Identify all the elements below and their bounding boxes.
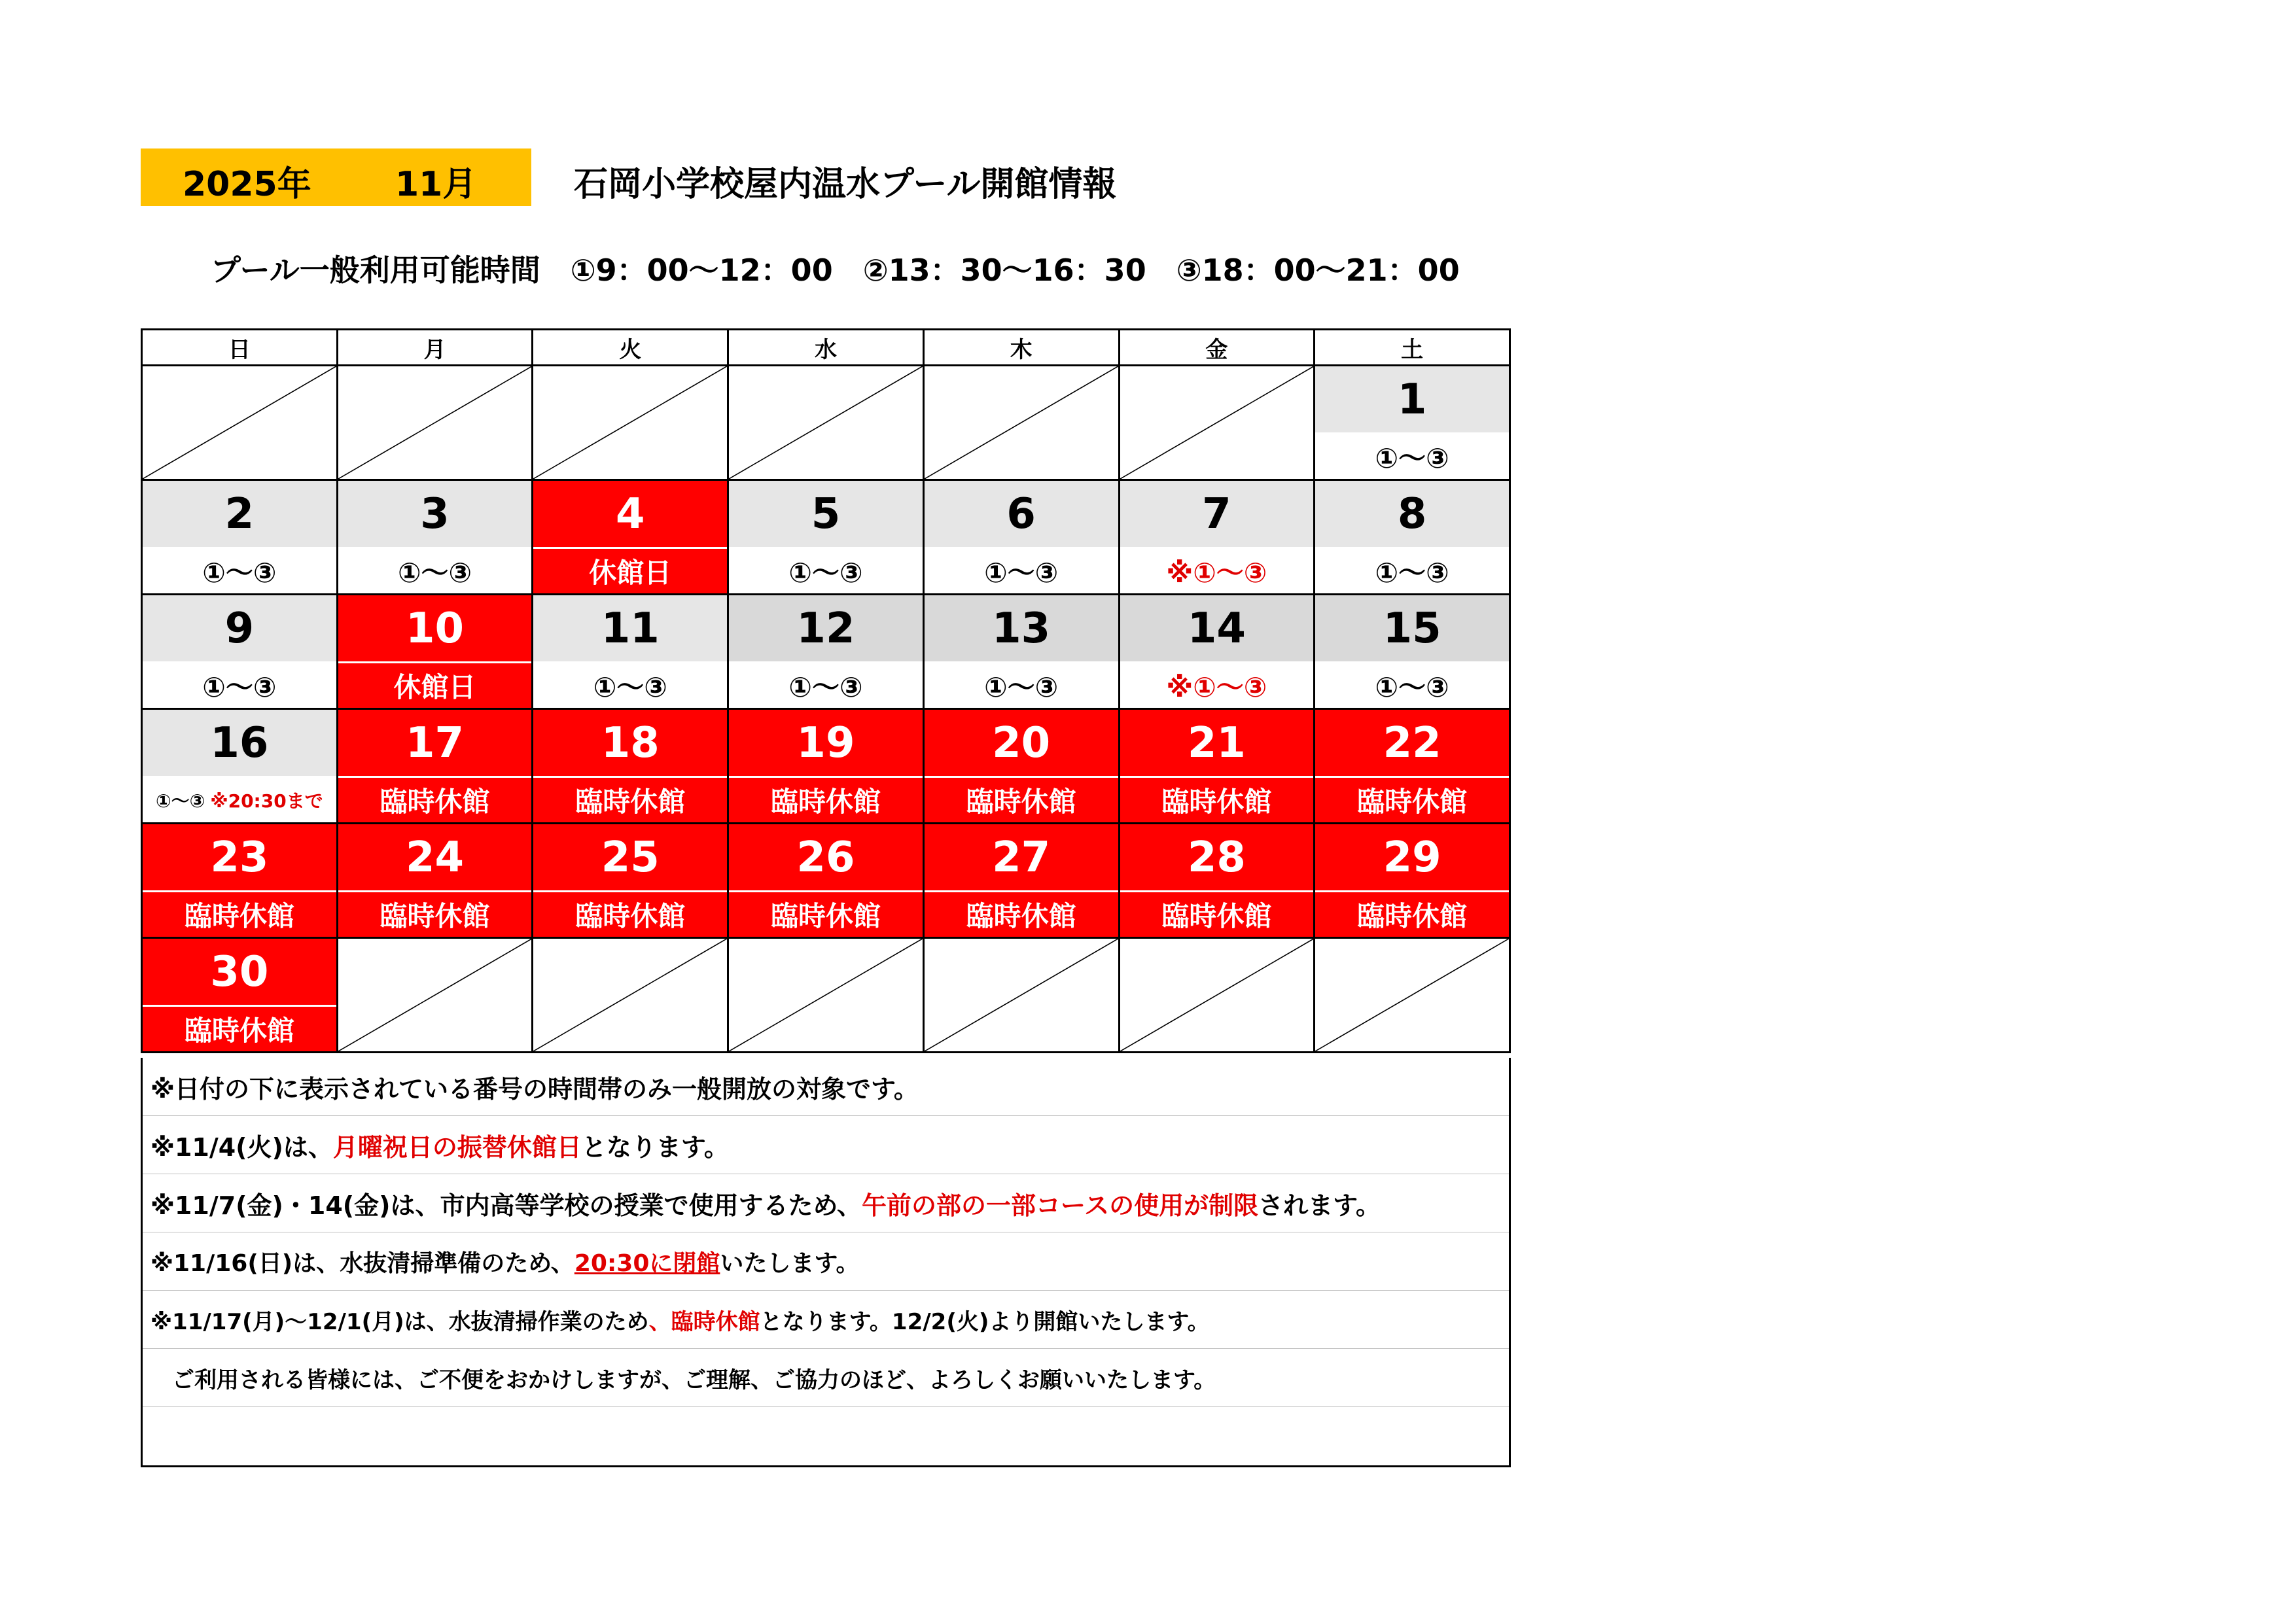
- calendar-week-row: [142, 709, 1510, 824]
- day-number: 19: [729, 710, 923, 776]
- day-status: [729, 776, 923, 822]
- weekday-thu: 木: [923, 330, 1119, 366]
- weekday-tue: 火: [533, 330, 728, 366]
- empty-slash: [338, 939, 532, 1051]
- day-cell: [728, 480, 924, 595]
- note-text: ご利用される皆様には、ご不便をおかけしますが、ご理解、ご協力のほど、よろしくお願いいたします。: [172, 1367, 1216, 1393]
- day-cell-content: [729, 710, 923, 822]
- day-number: 29: [1315, 824, 1509, 890]
- status-text: ①～③: [397, 556, 472, 589]
- day-number: 23: [143, 824, 336, 890]
- calendar-week-row: [142, 938, 1510, 1053]
- status-text: 臨時休館: [575, 900, 686, 932]
- status-text: ①～③: [984, 671, 1059, 703]
- day-number: 17: [338, 710, 532, 776]
- day-status: [533, 661, 727, 708]
- day-number: 26: [729, 824, 923, 890]
- empty-slash: [338, 366, 532, 479]
- status-text: ①～③: [1375, 556, 1449, 589]
- day-cell: [1315, 366, 1510, 480]
- weekday-sat: 土: [1315, 330, 1510, 366]
- day-cell-content: [1315, 595, 1509, 708]
- note-highlight: 20:30に閉館: [574, 1249, 720, 1277]
- empty-slash: [729, 939, 923, 1051]
- note-text: ※11/7(金)・14(金)は、市内高等学校の授業で使用するため、: [150, 1191, 862, 1220]
- day-number: 8: [1315, 481, 1509, 547]
- weekday-sun: 日: [142, 330, 338, 366]
- status-text: 臨時休館: [770, 900, 881, 932]
- day-cell-content: [925, 824, 1118, 937]
- status-text: 臨時休館: [1161, 900, 1272, 932]
- page-title: 石岡小学校屋内温水プール開館情報: [574, 165, 1117, 204]
- note-row: [143, 1349, 1509, 1407]
- note-row: [143, 1058, 1509, 1116]
- month-label: 11月: [395, 165, 477, 204]
- day-cell: [533, 480, 728, 595]
- status-text: ①～③: [202, 671, 277, 703]
- day-number: 10: [338, 595, 532, 661]
- status-text: 臨時休館: [184, 1015, 294, 1047]
- day-status: [338, 661, 532, 708]
- calendar-week-row: [142, 824, 1510, 938]
- day-status: [925, 776, 1118, 822]
- day-cell: [728, 824, 924, 938]
- note-text: ※日付の下に表示されている番号の時間帯のみ一般開放の対象です。: [150, 1074, 919, 1104]
- day-cell: [728, 595, 924, 709]
- status-text: 臨時休館: [575, 786, 686, 818]
- day-status: [338, 776, 532, 822]
- status-text: 臨時休館: [1161, 786, 1272, 818]
- day-status: [1315, 661, 1509, 708]
- day-cell-content: [533, 481, 727, 593]
- empty-slash: [1120, 939, 1314, 1051]
- day-cell-content: [1120, 595, 1314, 708]
- day-cell-content: [143, 939, 336, 1051]
- day-cell-content: [338, 595, 532, 708]
- day-status: [533, 776, 727, 822]
- status-text: 休館日: [393, 671, 476, 703]
- empty-day-cell: [142, 366, 338, 480]
- day-cell: [142, 824, 338, 938]
- status-note: ※20:30まで: [210, 790, 323, 812]
- day-number: 6: [925, 481, 1118, 547]
- empty-slash: [533, 366, 727, 479]
- empty-day-cell: [337, 938, 533, 1053]
- status-text: 臨時休館: [770, 786, 881, 818]
- status-text: 臨時休館: [966, 786, 1076, 818]
- day-number: 1: [1315, 366, 1509, 432]
- day-number: 4: [533, 481, 727, 547]
- day-status: [729, 661, 923, 708]
- day-number: 12: [729, 595, 923, 661]
- status-text: 休館日: [589, 557, 672, 589]
- weekday-header-row: [142, 330, 1510, 366]
- day-number: 16: [143, 710, 336, 776]
- day-cell-content: [533, 824, 727, 937]
- day-cell-content: [925, 481, 1118, 593]
- day-cell: [142, 595, 338, 709]
- status-text: 臨時休館: [380, 786, 490, 818]
- calendar-table: [141, 328, 1511, 1053]
- day-status: [338, 547, 532, 593]
- day-cell: [337, 480, 533, 595]
- day-number: 21: [1120, 710, 1314, 776]
- empty-slash: [533, 939, 727, 1051]
- day-cell-content: [1120, 824, 1314, 937]
- day-cell-content: [1315, 366, 1509, 479]
- empty-slash: [729, 366, 923, 479]
- day-status: [1315, 890, 1509, 937]
- status-text: 臨時休館: [380, 900, 490, 932]
- empty-day-cell: [1119, 366, 1315, 480]
- status-text: ※①～③: [1166, 671, 1267, 703]
- day-cell: [1119, 709, 1315, 824]
- note-text: となります。: [581, 1132, 729, 1162]
- note-highlight: 月曜祝日の振替休館日: [332, 1132, 582, 1162]
- note-text: ※11/16(日)は、水抜清掃準備のため、: [150, 1249, 574, 1277]
- day-number: 7: [1120, 481, 1314, 547]
- day-cell-content: [925, 595, 1118, 708]
- empty-day-cell: [337, 366, 533, 480]
- day-number: 25: [533, 824, 727, 890]
- day-number: 22: [1315, 710, 1509, 776]
- day-status: [338, 890, 532, 937]
- empty-slash: [1315, 939, 1509, 1051]
- note-row-empty: [143, 1407, 1509, 1465]
- day-cell: [1315, 480, 1510, 595]
- empty-day-cell: [923, 938, 1119, 1053]
- day-status: [729, 547, 923, 593]
- day-cell-content: [729, 595, 923, 708]
- note-highlight: 、臨時休館: [648, 1308, 760, 1335]
- status-text: 臨時休館: [1357, 900, 1468, 932]
- status-text: ①～③: [593, 671, 667, 703]
- weekday-fri: 金: [1119, 330, 1315, 366]
- status-text: 臨時休館: [184, 900, 294, 932]
- day-number: 3: [338, 481, 532, 547]
- day-cell: [1315, 824, 1510, 938]
- day-cell: [923, 480, 1119, 595]
- day-cell-content: [533, 710, 727, 822]
- day-cell: [142, 709, 338, 824]
- day-number: 5: [729, 481, 923, 547]
- calendar-week-row: [142, 480, 1510, 595]
- day-status: [925, 890, 1118, 937]
- note-row: [143, 1232, 1509, 1291]
- day-status: [729, 890, 923, 937]
- empty-day-cell: [1315, 938, 1510, 1053]
- year-month-banner: [141, 148, 531, 206]
- day-cell-content: [143, 824, 336, 937]
- day-status: [533, 547, 727, 593]
- day-cell: [1119, 480, 1315, 595]
- day-number: 20: [925, 710, 1118, 776]
- day-number: 27: [925, 824, 1118, 890]
- day-cell-content: [338, 481, 532, 593]
- day-cell-content: [143, 595, 336, 708]
- day-cell: [533, 595, 728, 709]
- status-text: ①～③: [1375, 442, 1449, 474]
- empty-day-cell: [1119, 938, 1315, 1053]
- day-status: [925, 547, 1118, 593]
- day-cell-content: [925, 710, 1118, 822]
- note-row: [143, 1174, 1509, 1232]
- day-status: [143, 547, 336, 593]
- day-cell: [923, 824, 1119, 938]
- day-number: 15: [1315, 595, 1509, 661]
- empty-slash: [925, 939, 1118, 1051]
- day-status: [1315, 432, 1509, 479]
- note-text: となります。12/2(火)より開館いたします。: [760, 1308, 1210, 1335]
- status-text: ①～③: [1375, 671, 1449, 703]
- day-number: 18: [533, 710, 727, 776]
- day-cell: [142, 938, 338, 1053]
- day-status: [1120, 661, 1314, 708]
- calendar-week-row: [142, 595, 1510, 709]
- day-cell-content: [1315, 824, 1509, 937]
- day-cell-content: [1315, 481, 1509, 593]
- day-cell-content: [143, 481, 336, 593]
- day-cell-content: [1315, 710, 1509, 822]
- status-text: 臨時休館: [966, 900, 1076, 932]
- day-number: 28: [1120, 824, 1314, 890]
- notes-box: [141, 1058, 1511, 1467]
- day-cell-content: [729, 481, 923, 593]
- day-cell: [923, 709, 1119, 824]
- day-status: [1120, 776, 1314, 822]
- day-status: [1315, 547, 1509, 593]
- day-status: [1315, 776, 1509, 822]
- day-status: [533, 890, 727, 937]
- note-highlight: 午前の部の一部コースの使用が制限: [861, 1191, 1259, 1220]
- day-status: [1120, 547, 1314, 593]
- day-number: 30: [143, 939, 336, 1005]
- calendar-body: [142, 366, 1510, 1053]
- day-cell: [923, 595, 1119, 709]
- day-cell: [337, 709, 533, 824]
- empty-slash: [1120, 366, 1314, 479]
- day-status: [925, 661, 1118, 708]
- day-cell-content: [338, 824, 532, 937]
- empty-day-cell: [533, 366, 728, 480]
- empty-day-cell: [728, 366, 924, 480]
- day-cell: [1315, 709, 1510, 824]
- day-cell: [142, 480, 338, 595]
- day-cell: [533, 824, 728, 938]
- weekday-mon: 月: [337, 330, 533, 366]
- weekday-wed: 水: [728, 330, 924, 366]
- day-cell: [1119, 595, 1315, 709]
- day-cell-content: [729, 824, 923, 937]
- day-cell: [533, 709, 728, 824]
- day-cell-content: [1120, 481, 1314, 593]
- calendar-week-row: [142, 366, 1510, 480]
- status-text: ①～③: [155, 790, 205, 812]
- status-text: ①～③: [788, 671, 863, 703]
- status-text: ①～③: [788, 556, 863, 589]
- day-status: [143, 1005, 336, 1051]
- day-cell-content: [1120, 710, 1314, 822]
- day-status: [143, 661, 336, 708]
- day-number: 13: [925, 595, 1118, 661]
- day-cell-content: [533, 595, 727, 708]
- day-status: [143, 890, 336, 937]
- day-number: 11: [533, 595, 727, 661]
- day-status: [1120, 890, 1314, 937]
- status-text: ①～③: [202, 556, 277, 589]
- note-text: ※11/17(月)～12/1(月)は、水抜清掃作業のため: [150, 1308, 649, 1335]
- status-text: 臨時休館: [1357, 786, 1468, 818]
- day-cell: [1119, 824, 1315, 938]
- day-number: 14: [1120, 595, 1314, 661]
- day-number: 9: [143, 595, 336, 661]
- empty-day-cell: [923, 366, 1119, 480]
- day-status: [143, 776, 336, 822]
- day-number: 24: [338, 824, 532, 890]
- note-text: いたします。: [720, 1249, 860, 1277]
- pool-hours: プール一般利用可能時間 ①9：00～12：00 ②13：30～16：30 ③18：00～21：00: [211, 253, 1460, 288]
- note-text: ※11/4(火)は、: [150, 1132, 333, 1162]
- day-number: 2: [143, 481, 336, 547]
- empty-day-cell: [728, 938, 924, 1053]
- note-text: されます。: [1258, 1191, 1381, 1220]
- empty-day-cell: [533, 938, 728, 1053]
- day-cell-content: [143, 710, 336, 822]
- empty-slash: [143, 366, 336, 479]
- year-label: 2025年: [183, 165, 311, 204]
- day-cell: [728, 709, 924, 824]
- day-cell-content: [338, 710, 532, 822]
- day-cell: [337, 595, 533, 709]
- note-row: [143, 1116, 1509, 1174]
- empty-slash: [925, 366, 1118, 479]
- note-row: [143, 1291, 1509, 1349]
- day-cell: [1315, 595, 1510, 709]
- status-text: ①～③: [984, 556, 1059, 589]
- status-text: ※①～③: [1166, 556, 1267, 589]
- day-cell: [337, 824, 533, 938]
